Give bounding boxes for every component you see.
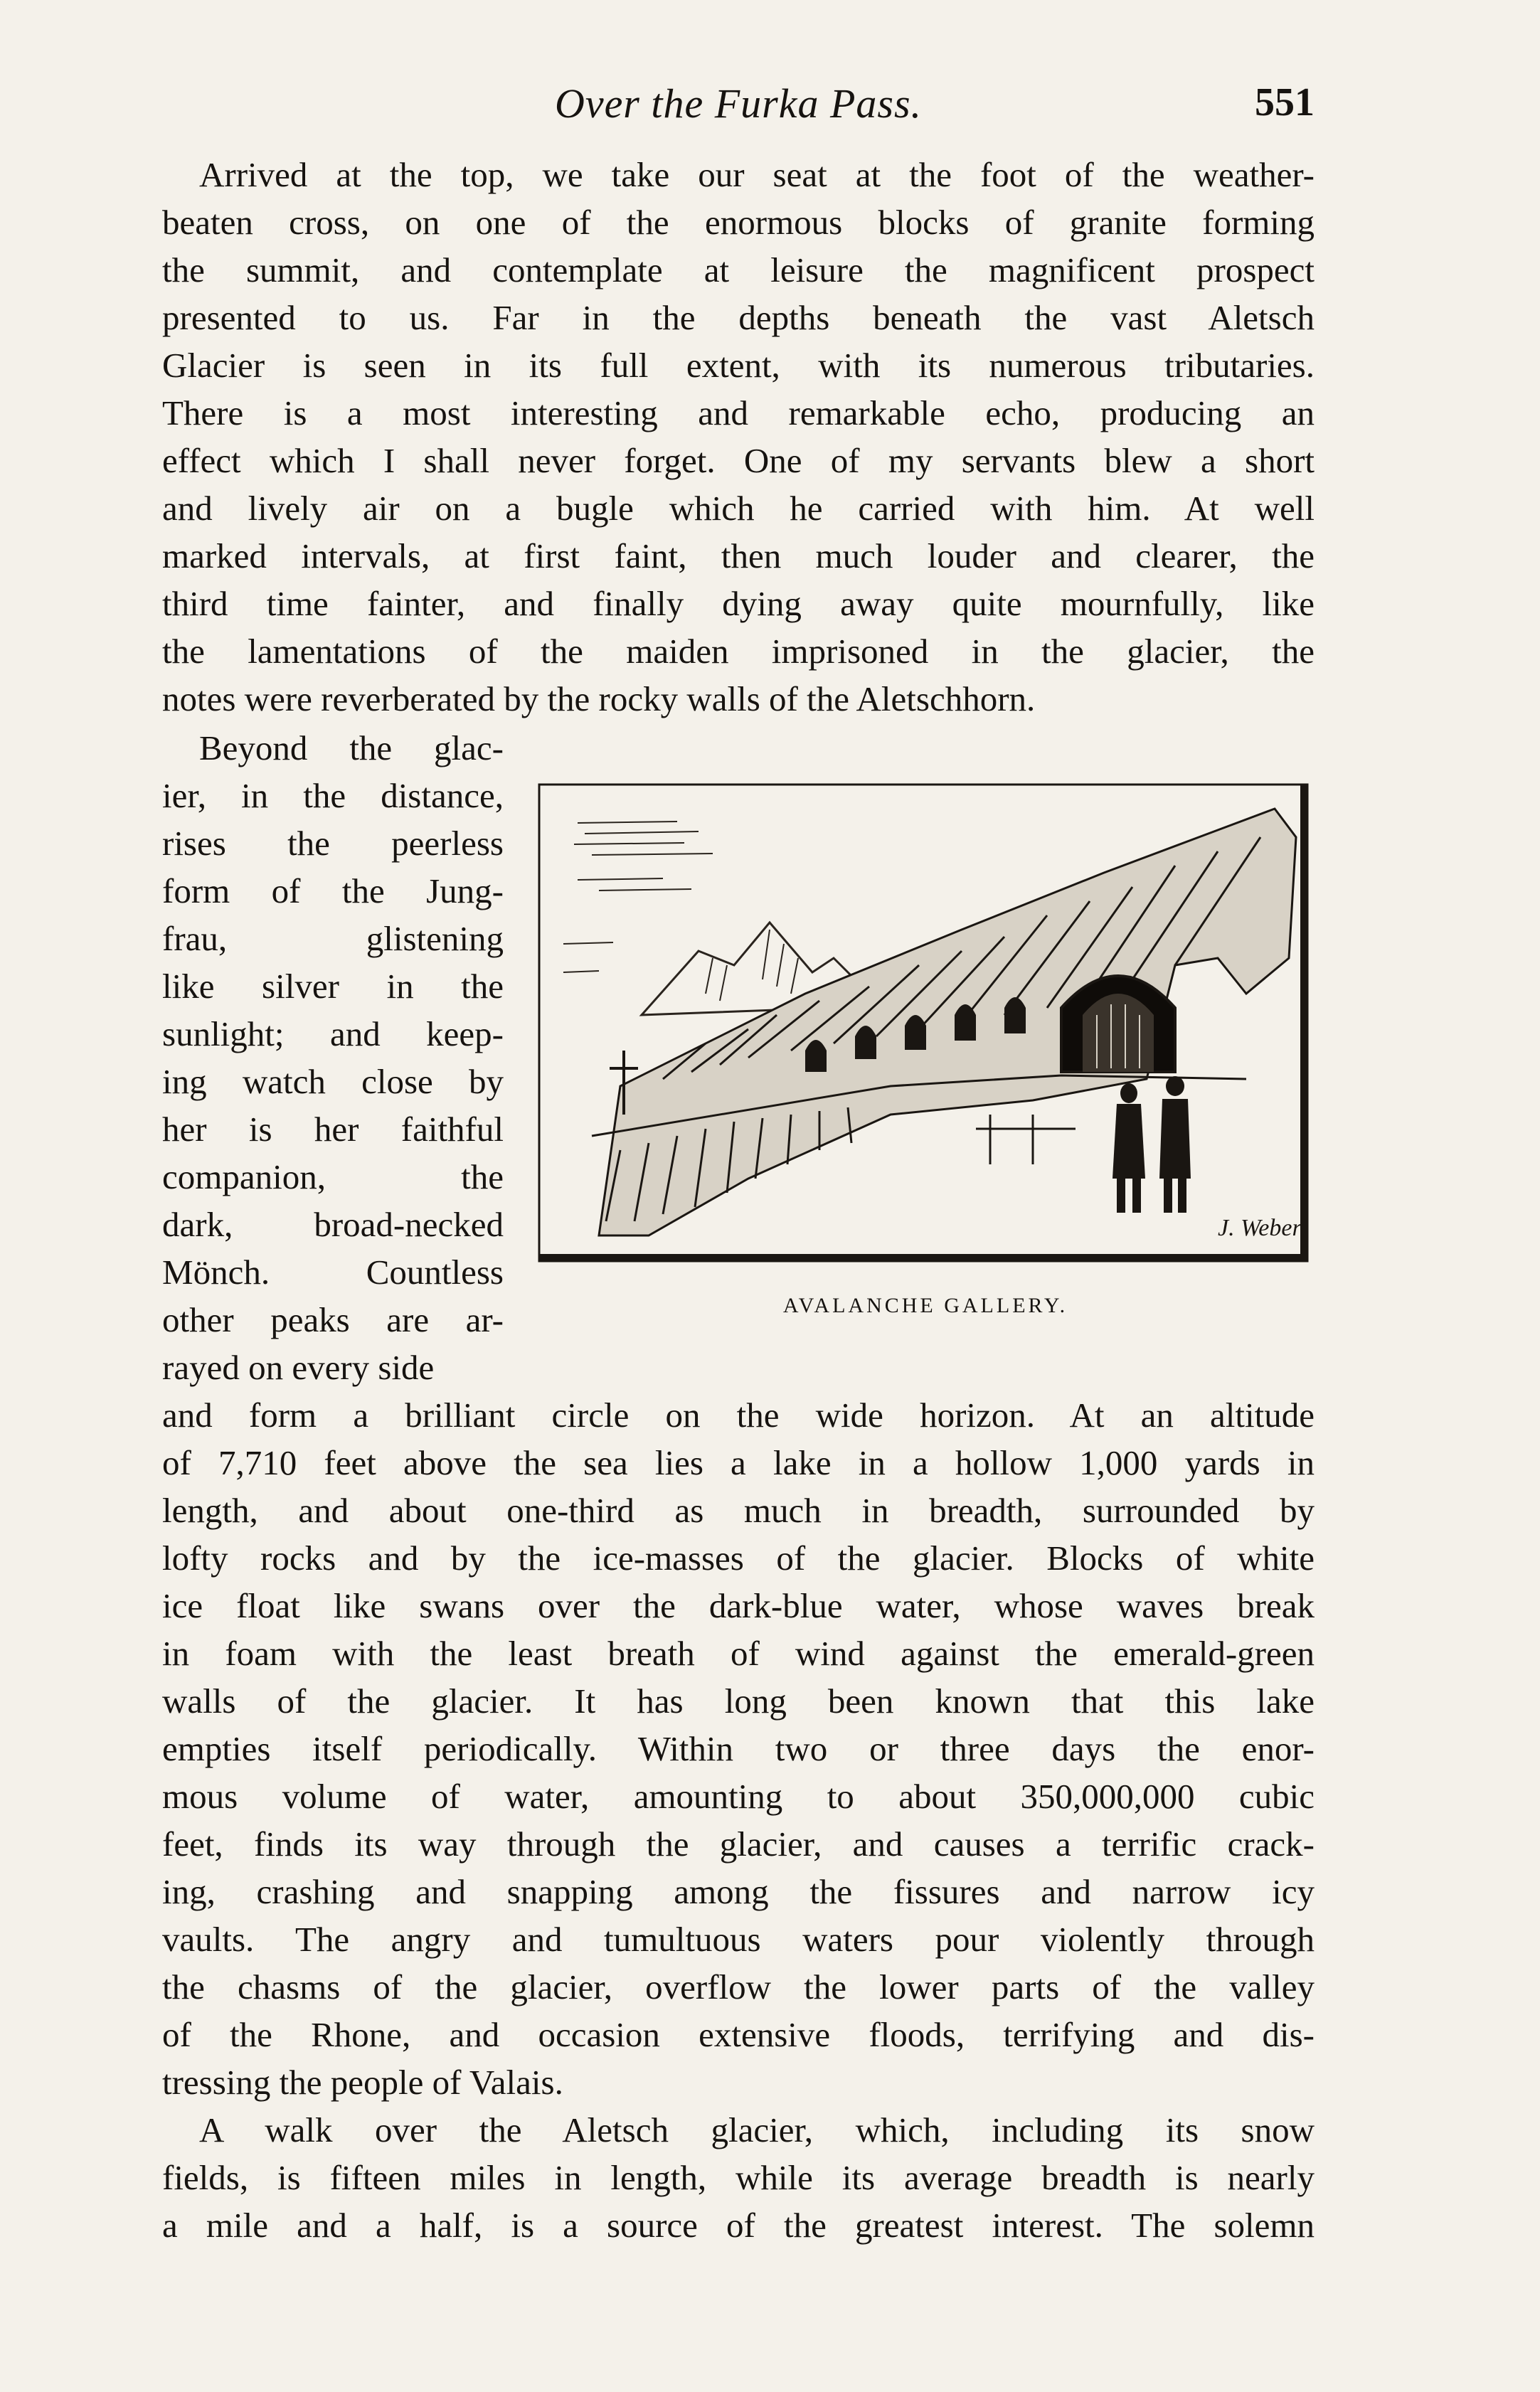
text-line: rises the peerless [162,824,504,863]
text-line: Mönch. Countless [162,1253,504,1292]
text-line: tressing the people of Valais. [162,2063,563,2102]
text-line: the chasms of the glacier, overflow the lower parts of the valley [162,1967,1315,2006]
text-line: mous volume of water, amounting to about 350,000,000 cubic [162,1777,1315,1816]
text-line: the summit, and contemplate at leisure the magnificent prospect [162,250,1315,289]
text-line: ice float like swans over the dark-blue water, whose waves break [162,1586,1315,1625]
text-line: dark, broad-necked [162,1205,504,1244]
artist-signature: J. Weber [1218,1215,1302,1241]
text-line: walls of the glacier. It has long been known that this lake [162,1681,1315,1721]
text-line: ing, crashing and snapping among the fissures and narrow icy [162,1872,1315,1911]
text-line: frau, glistening [162,919,504,958]
text-line: feet, finds its way through the glacier, and causes a terrific crack- [162,1824,1315,1864]
text-line: notes were reverberated by the rocky walls of the Aletschhorn. [162,679,1036,718]
text-line: Beyond the glac- [199,728,504,767]
text-line: beaten cross, on one of the enormous blocks of granite forming [162,203,1315,242]
text-line: marked intervals, at first faint, then much louder and clearer, the [162,536,1315,575]
text-line: vaults. The angry and tumultuous waters pour violently through [162,1920,1315,1959]
rock-slope [599,809,1296,1235]
text-line: her is her faithful [162,1110,504,1149]
text-line: A walk over the Aletsch glacier, which, including its snow [199,2110,1315,2149]
text-line: a mile and a half, is a source of the greatest interest. The solemn [162,2206,1315,2245]
text-line: sunlight; and keep- [162,1014,504,1053]
frame-shadow-bottom [539,1254,1307,1261]
text-line: and lively air on a bugle which he carried with him. At well [162,489,1315,528]
text-line: and form a brilliant circle on the wide horizon. At an altitude [162,1396,1315,1435]
page-number: 551 [1255,80,1315,124]
text-line: Arrived at the top, we take our seat at the foot of the weather- [199,155,1315,194]
text-line: effect which I shall never forget. One of my servants blew a short [162,441,1315,480]
text-line: Glacier is seen in its full extent, with its numerous tributaries. [162,346,1315,385]
text-line: lofty rocks and by the ice-masses of the glacier. Blocks of white [162,1538,1315,1578]
text-line: fields, is fifteen miles in length, while its average breadth is nearly [162,2158,1315,2197]
text-line: ing watch close by [162,1062,504,1101]
figure-caption: AVALANCHE GALLERY. [782,1294,1068,1317]
text-line: the lamentations of the maiden imprisoned in the glacier, the [162,632,1315,671]
text-line: like silver in the [162,967,504,1006]
paragraph-3 [162,2106,1315,2249]
text-line: presented to us. Far in the depths beneath the vast Aletsch [162,298,1315,337]
text-line: empties itself periodically. Within two or three days the enor- [162,1729,1315,1768]
sky-hatching [563,822,713,972]
paragraph-2-full-width [162,1391,1315,2106]
text-line: third time fainter, and finally dying away quite mournfully, like [162,584,1315,623]
text-line: of the Rhone, and occasion extensive floods, terrifying and dis- [162,2015,1315,2054]
text-line: length, and about one-third as much in breadth, surrounded by [162,1491,1315,1530]
text-line: companion, the [162,1157,504,1196]
paragraph-1 [162,151,1315,723]
text-line: There is a most interesting and remarkable echo, producing an [162,393,1315,432]
text-line: rayed on every side [162,1348,435,1387]
text-line: other peaks are ar- [162,1300,504,1339]
fence [976,1115,1076,1164]
running-head [162,80,1315,137]
text-line: ier, in the distance, [162,776,504,815]
running-title: Over the Furka Pass. [554,80,923,127]
text-line: form of the Jung- [162,871,504,910]
paragraph-2-narrow-column [162,724,504,1391]
tunnel-inner [1083,994,1154,1072]
travellers [1112,1076,1191,1213]
text-line: in foam with the least breath of wind against the emerald-green [162,1634,1315,1673]
frame-shadow-right [1300,785,1307,1261]
text-line: of 7,710 feet above the sea lies a lake in a hollow 1,000 yards in [162,1443,1315,1482]
avalanche-gallery-figure [535,780,1316,1317]
engraving-illustration [535,780,1316,1278]
